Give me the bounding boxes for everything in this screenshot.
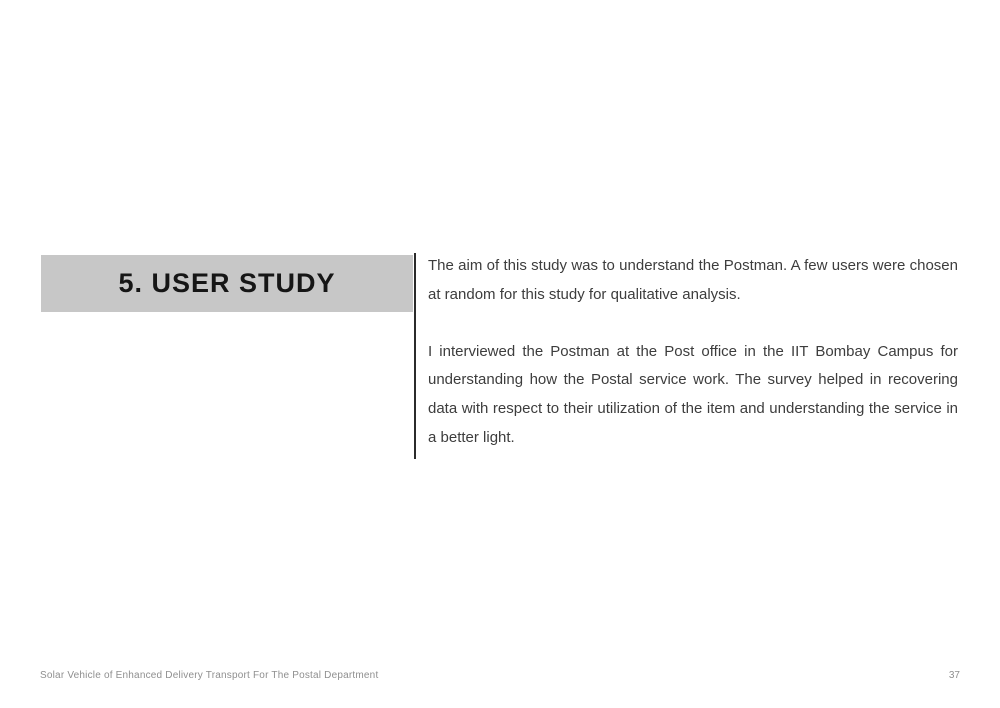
body-text-block [428, 252, 958, 452]
vertical-divider [414, 253, 416, 459]
footer-page-number: 37 [948, 670, 960, 681]
paragraph-aim: The aim of this study was to understand the Postman. A few users were chosen at random for this study for qualitative analysis. [428, 257, 958, 303]
slide-footer [0, 668, 1000, 684]
section-title-box [41, 255, 413, 312]
paragraph-interview: I interviewed the Postman at the Post office in the IIT Bombay Campus for understanding how the Postal service work. The survey helped in recovering data with respect to their utilization of the item and understanding the service in a better light. [428, 342, 958, 446]
footer-document-title: Solar Vehicle of Enhanced Delivery Transport For The Postal Department [40, 670, 379, 681]
section-title: 5. USER STUDY [118, 268, 336, 298]
